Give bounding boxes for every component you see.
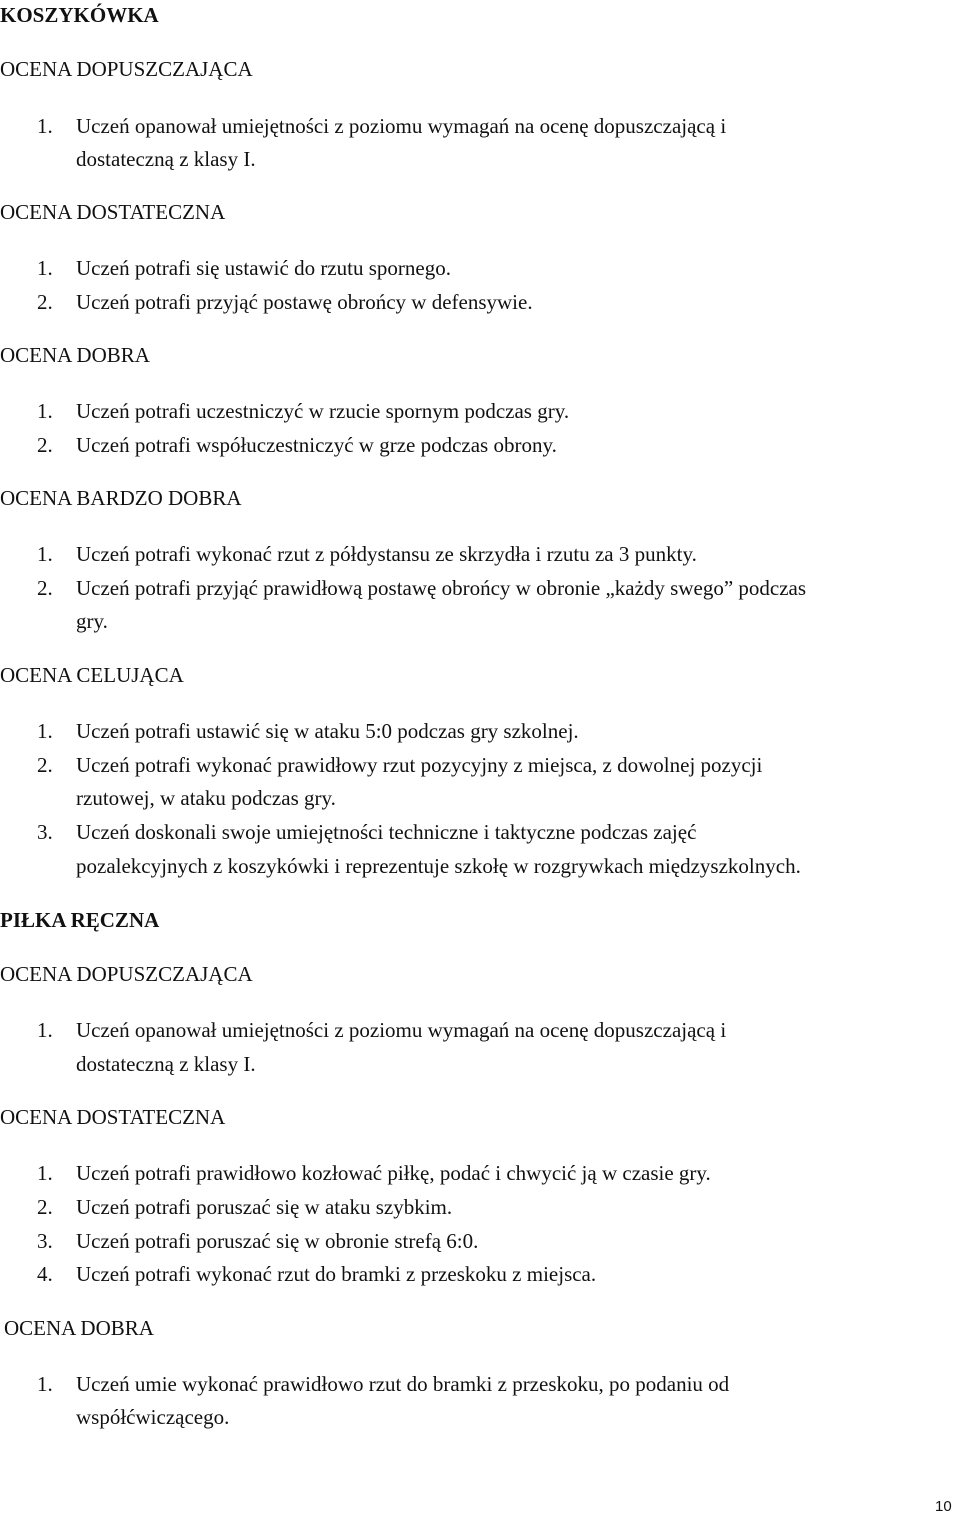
item-text: Uczeń potrafi wykonać rzut z półdystansu ze skrzydła i rzutu za 3 punkty. (76, 542, 697, 566)
item-text: Uczeń opanował umiejętności z poziomu wymagań na ocenę dopuszczającą i (76, 1018, 727, 1042)
grade-heading: OCENA CELUJĄCA (0, 663, 184, 687)
grade-heading: OCENA DOPUSZCZAJĄCA (0, 962, 253, 986)
item-text: Uczeń umie wykonać prawidłowo rzut do bramki z przeskoku, po podaniu od (76, 1372, 730, 1396)
item-text: współćwiczącego. (76, 1405, 230, 1429)
grade-heading: OCENA DOPUSZCZAJĄCA (0, 57, 253, 81)
item-text: Uczeń opanował umiejętności z poziomu wymagań na ocenę dopuszczającą i (76, 114, 727, 138)
item-text: Uczeń potrafi uczestniczyć w rzucie spornym podczas gry. (76, 399, 570, 423)
item-number: 1. (37, 256, 53, 280)
item-text: dostateczną z klasy I. (76, 1052, 256, 1076)
grade-heading: OCENA DOBRA (4, 1316, 154, 1340)
item-number: 2. (37, 290, 53, 314)
grade-heading: OCENA DOSTATECZNA (0, 200, 226, 224)
item-text: pozalekcyjnych z koszykówki i reprezentuje szkołę w rozgrywkach międzyszkolnych. (76, 854, 801, 878)
item-text: Uczeń potrafi poruszać się w obronie strefą 6:0. (76, 1229, 479, 1253)
item-text: Uczeń potrafi ustawić się w ataku 5:0 podczas gry szkolnej. (76, 719, 579, 743)
item-number: 1. (37, 114, 53, 138)
item-text: dostateczną z klasy I. (76, 147, 256, 171)
item-number: 1. (37, 1018, 53, 1042)
item-text: Uczeń potrafi poruszać się w ataku szybkim. (76, 1195, 453, 1219)
item-text: Uczeń doskonali swoje umiejętności techniczne i taktyczne podczas zajęć (76, 820, 697, 844)
item-text: Uczeń potrafi przyjąć prawidłową postawę obrońcy w obronie „każdy swego” podczas (76, 576, 807, 600)
grade-heading: OCENA BARDZO DOBRA (0, 486, 242, 510)
item-number: 1. (37, 1161, 53, 1185)
item-text: Uczeń potrafi wykonać prawidłowy rzut pozycyjny z miejsca, z dowolnej pozycji (76, 753, 763, 777)
item-number: 1. (37, 1372, 53, 1396)
item-number: 2. (37, 1195, 53, 1219)
item-text: rzutowej, w ataku podczas gry. (76, 786, 336, 810)
item-number: 1. (37, 542, 53, 566)
grade-heading: OCENA DOSTATECZNA (0, 1105, 226, 1129)
item-text: Uczeń potrafi przyjąć postawę obrońcy w defensywie. (76, 290, 533, 314)
item-text: Uczeń potrafi współuczestniczyć w grze podczas obrony. (76, 433, 557, 457)
section-title: KOSZYKÓWKA (0, 3, 159, 27)
item-number: 2. (37, 576, 53, 600)
item-text: Uczeń potrafi prawidłowo kozłować piłkę, podać i chwycić ją w czasie gry. (76, 1161, 711, 1185)
grade-heading: OCENA DOBRA (0, 343, 150, 367)
page-number: 10 (935, 1498, 952, 1515)
item-text: Uczeń potrafi się ustawić do rzutu spornego. (76, 256, 451, 280)
item-number: 3. (37, 1229, 53, 1253)
item-number: 4. (37, 1262, 53, 1286)
item-text: gry. (76, 609, 108, 633)
item-number: 3. (37, 820, 53, 844)
item-number: 2. (37, 433, 53, 457)
section-title: PIŁKA RĘCZNA (0, 908, 160, 932)
item-number: 1. (37, 399, 53, 423)
item-number: 2. (37, 753, 53, 777)
item-text: Uczeń potrafi wykonać rzut do bramki z przeskoku z miejsca. (76, 1262, 597, 1286)
item-number: 1. (37, 719, 53, 743)
